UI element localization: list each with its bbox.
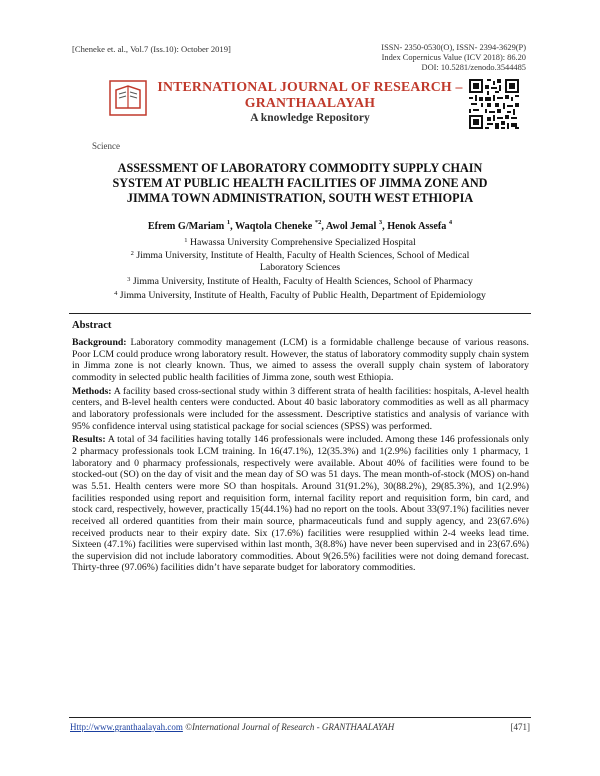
author-affiliation-mark: 4 [448, 219, 453, 226]
author-name: Henok Assefa [387, 221, 447, 232]
divider-bottom [69, 717, 531, 718]
footer-copyright: ©International Journal of Research - GRANTHAALAYAH [185, 722, 395, 732]
journal-title-line-2: GRANTHAALAYAH [244, 94, 376, 110]
background-label: Background: [72, 337, 127, 348]
abstract-background [72, 337, 529, 384]
affiliation-text: Jimma University, Institute of Health, Faculty of Health Sciences, School of Pharmacy [132, 276, 473, 287]
author-affiliation-mark: 3 [378, 219, 383, 226]
affiliation-3 [60, 276, 540, 288]
qr-code-icon [467, 77, 521, 131]
author-name: Efrem G/Mariam [147, 221, 225, 232]
paper-title-line-1: ASSESSMENT OF LABORATORY COMMODITY SUPPLY CHAIN [117, 161, 483, 175]
journal-subtitle: A knowledge Repository [250, 112, 370, 124]
journal-title-line-1: INTERNATIONAL JOURNAL OF RESEARCH – [157, 79, 463, 94]
journal-title [150, 79, 470, 110]
abstract-methods [72, 386, 529, 433]
affiliation-mark: 2 [130, 250, 134, 257]
divider-top [69, 313, 531, 314]
section-label: Science [92, 141, 120, 151]
affiliation-text: Hawassa University Comprehensive Specialized Hospital [189, 237, 416, 248]
affiliation-text: Jimma University, Institute of Health, Faculty of Health Sciences, School of Medical [136, 250, 470, 261]
abstract-heading: Abstract [72, 320, 112, 331]
affiliation-4 [60, 290, 540, 302]
journal-logo-icon [108, 78, 148, 118]
doi-line: DOI: 10.5281/zenodo.3544485 [421, 63, 526, 72]
paper-title-line-2: SYSTEM AT PUBLIC HEALTH FACILITIES OF JIMMA ZONE AND [112, 176, 488, 190]
author-affiliation-mark: 1 [226, 219, 231, 226]
author-name: Awol Jemal [325, 221, 377, 232]
paper-title [60, 161, 540, 206]
affiliation-2 [60, 250, 540, 274]
methods-text: A facility based cross-sectional study within 3 different strata of health facilities: hospitals, A-level health centers, and B-level health centers were conducted. About 40 basic laboratory commodities as well as all pharmacy and laboratory professionals were included for the assessment. Descriptive statistics and analysis of variance with 95% confidence interval using statistical package for social sciences (SPSS) was performed. [72, 385, 529, 432]
author-list: Efrem G/Mariam $^1$, Waqtola Cheneke $^{*2}$, Awol Jemal $^3$, Henok Assefa $^4$ [147, 219, 453, 232]
background-text: Laboratory commodity management (LCM) is a formidable challenge because of various reasons. Poor LCM could produce wrong laboratory result. However, the status of laboratory commodity supply chain system in Jimma zone is not clearly known. Thus, we aimed to assess the overall supply chain system of laboratory commodity in selected public health facilities of Jimma zone, south west Ethiopia. [72, 337, 529, 383]
author-affiliation-mark: *2 [314, 219, 322, 226]
affiliation-1 [60, 237, 540, 249]
citation-header: [Cheneke et. al., Vol.7 (Iss.10): October 2019] [72, 44, 231, 54]
methods-label: Methods: [72, 385, 112, 397]
page-footer [70, 722, 530, 732]
page-number: [471] [510, 722, 530, 732]
affiliation-mark: 3 [127, 276, 131, 283]
abstract-results [72, 434, 529, 574]
abstract-body [72, 337, 529, 576]
journal-identifiers [286, 43, 526, 73]
author-name: Waqtola Cheneke [235, 221, 313, 232]
affiliation-mark: 4 [114, 290, 118, 297]
results-text: A total of 34 facilities having totally 146 professionals were included. Among these 146 professionals only 2 pharmacy professionals took LCM training. In 16(47.1%), 12(35.3%) and 1(2.9%) facilities only 1 pharmacy, 1 laboratory and 0 pharmacy professionals, respectively were available. About 40% of facilities were found to be stocked-out (SO) on the day of visit and the mean day of SO was 51 days. The mean month-of-stock (MOS) on-hand was 5.51. Health centers were more SO than hospitals. Around 31(91.2%), 30(88.2%), 29(85.3%), and 1(2.9%) facilities responded using report and requisition form, internal facility report and requisition form, bin card, and stock card, respectively, however, practically 15(44.1%) had no report on the tools. About 33(97.1%) facilities never received all ordered quantities from their main source, pharmaceuticals fund and supply agency, and 23(67.6%) received products near to their expiry date. Six (17.6%) facilities were resupplied within 2-4 weeks lead time. Sixteen (47.1%) facilities were supervised within last month, 3(8.8%) have never been supervised and in 23(67.6%) the supervision did not include laboratory commodities. About 9(26.5%) facilities were not doing demand forecast. Thirty-three (97.06%) facilities didn’t have separate budget for laboratory commodities. [72, 434, 529, 574]
affiliation-text-cont: Laboratory Sciences [259, 262, 341, 273]
index-copernicus-line: Index Copernicus Value (ICV 2018): 86.20 [381, 53, 526, 62]
affiliation-mark: 1 [184, 237, 188, 244]
journal-website-link[interactable]: Http://www.granthaalayah.com [70, 722, 183, 732]
issn-line: ISSN- 2350-0530(O), ISSN- 2394-3629(P) [381, 43, 526, 52]
results-label: Results: [72, 434, 106, 446]
affiliation-text: Jimma University, Institute of Health, Faculty of Public Health, Department of Epidemiology [119, 290, 486, 301]
paper-title-line-3: JIMMA TOWN ADMINISTRATION, SOUTH WEST ETHIOPIA [126, 191, 474, 205]
